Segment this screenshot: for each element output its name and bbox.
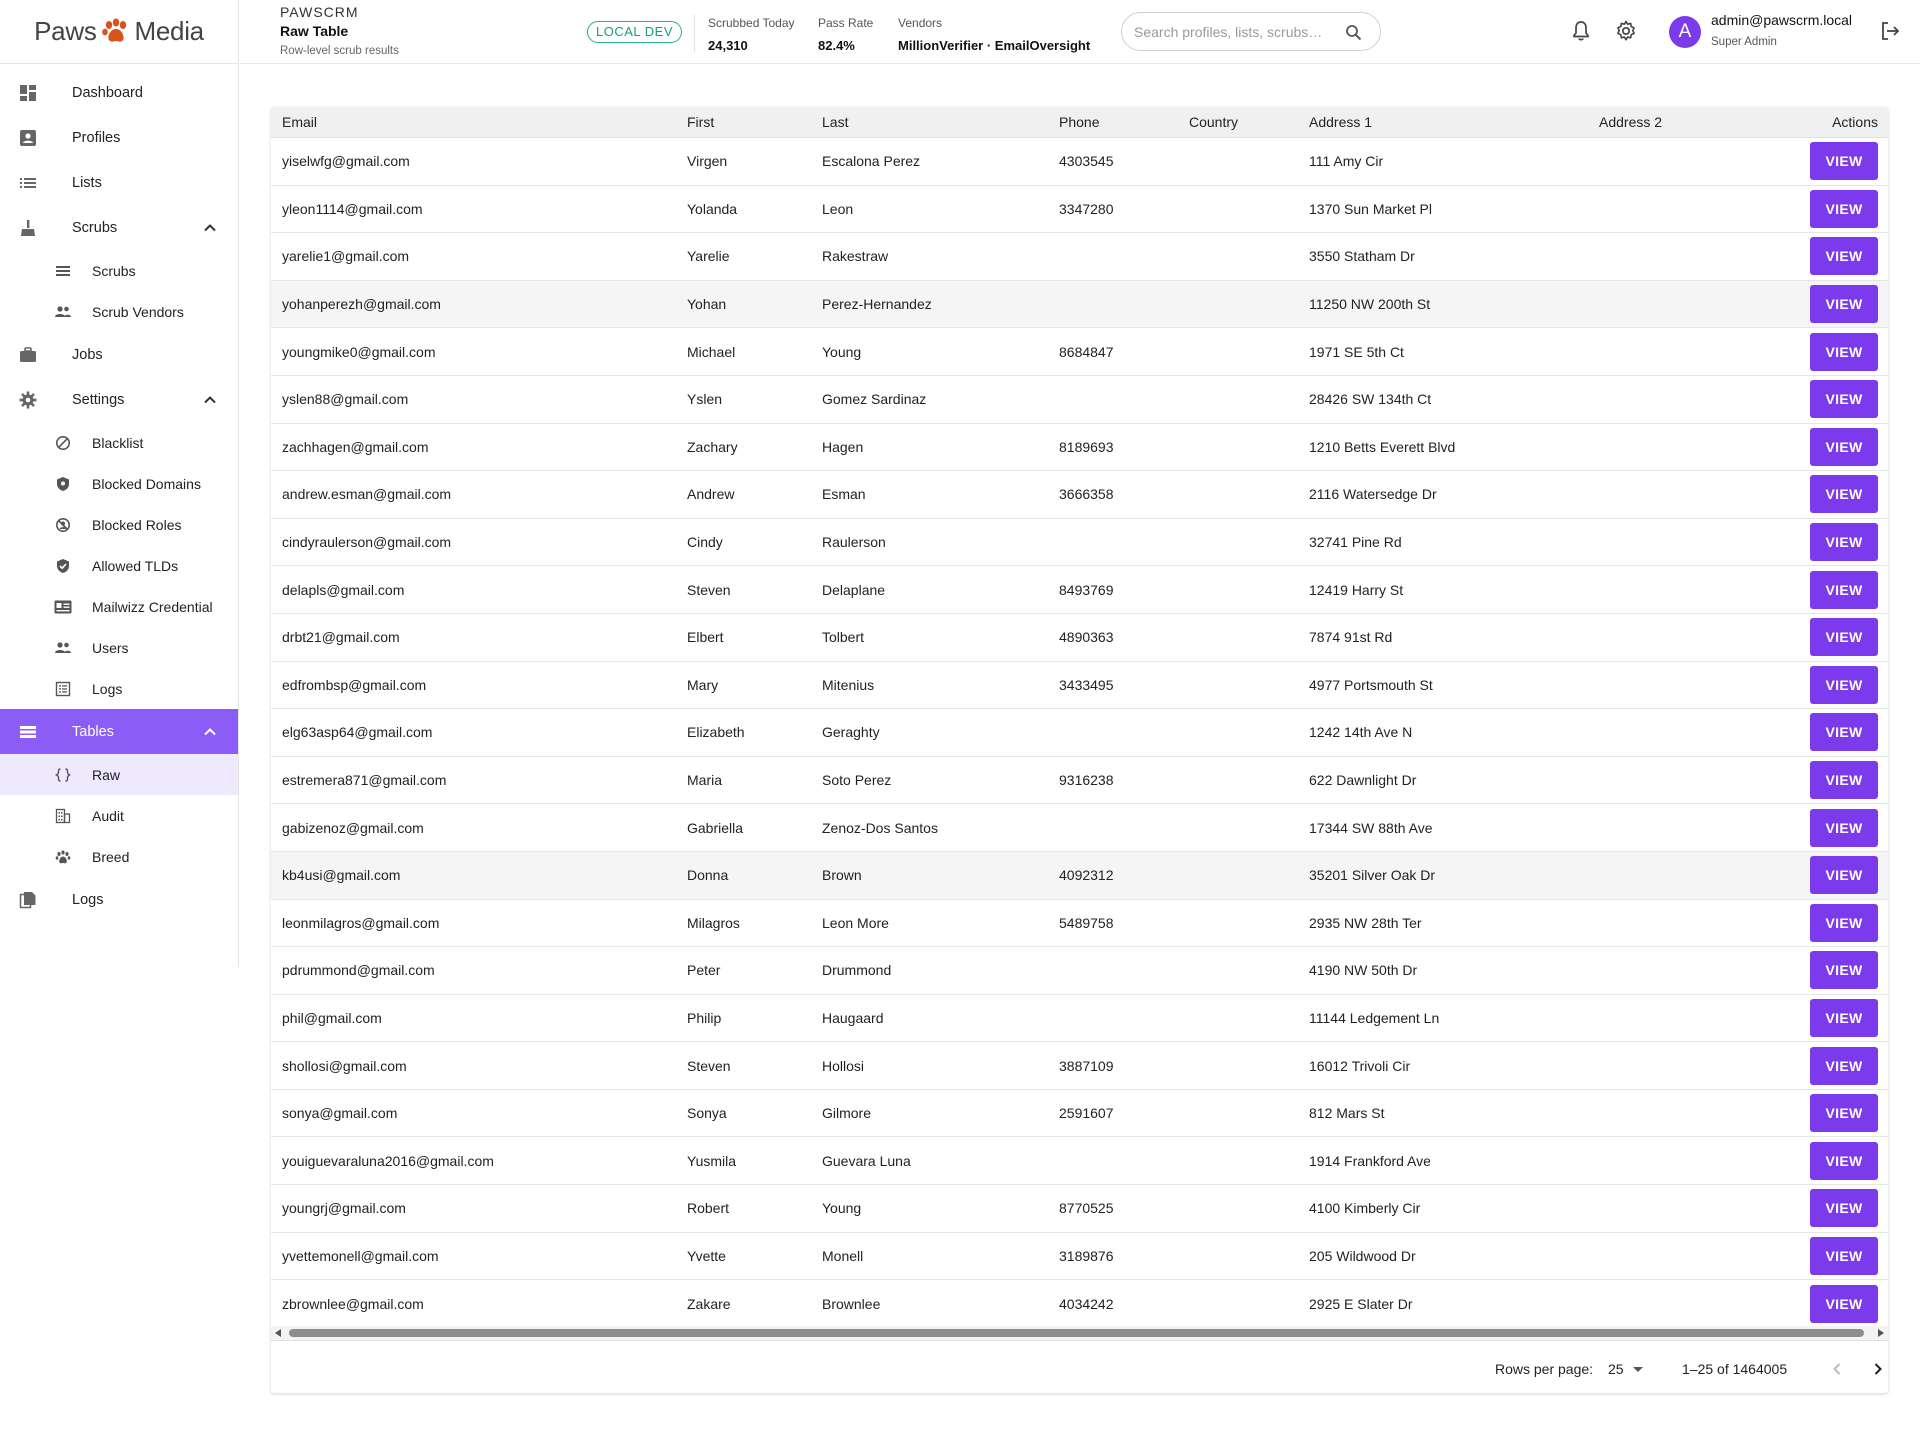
sidebar-item-label: Blacklist	[92, 434, 144, 451]
view-button[interactable]: VIEW	[1810, 571, 1878, 609]
cell-last: Escalona Perez	[822, 153, 921, 170]
cell-first: Yarelie	[687, 248, 730, 265]
cell-email: sonya@gmail.com	[282, 1105, 398, 1122]
sidebar-item-label: Allowed TLDs	[92, 557, 179, 574]
cell-phone: 4303545	[1059, 153, 1114, 170]
search-input[interactable]	[1134, 21, 1334, 43]
cell-first: Sonya	[687, 1105, 727, 1122]
sidebar-subitem-raw[interactable]	[0, 754, 238, 795]
cell-phone: 2591607	[1059, 1105, 1114, 1122]
gear-icon	[18, 390, 38, 410]
table-row[interactable]	[271, 1090, 1888, 1138]
cell-first: Mary	[687, 676, 719, 693]
view-button[interactable]: VIEW	[1810, 809, 1878, 847]
cell-last: Leon	[822, 200, 854, 217]
sidebar-subitem-blocked-domains[interactable]	[0, 463, 238, 504]
cell-email: pdrummond@gmail.com	[282, 962, 435, 979]
cell-address-1: 28426 SW 134th Ct	[1309, 391, 1432, 408]
cell-last: Brownlee	[822, 1295, 881, 1312]
view-button[interactable]: VIEW	[1810, 1189, 1878, 1227]
cell-last: Delaplane	[822, 581, 886, 598]
cell-address-1: 1914 Frankford Ave	[1309, 1152, 1431, 1169]
sidebar-subitem-allowed-tlds[interactable]	[0, 545, 238, 586]
table-row[interactable]	[271, 947, 1888, 995]
cell-phone: 8684847	[1059, 343, 1114, 360]
view-button[interactable]: VIEW	[1810, 999, 1878, 1037]
cell-email: youiguevaraluna2016@gmail.com	[282, 1152, 494, 1169]
cell-address-1: 1210 Betts Everett Blvd	[1309, 438, 1456, 455]
table-row[interactable]	[271, 1185, 1888, 1233]
people-icon	[54, 303, 72, 321]
cell-phone: 8493769	[1059, 581, 1114, 598]
cell-last: Monell	[822, 1247, 864, 1264]
stat-pass-rate	[818, 16, 873, 53]
cell-address-1: 205 Wildwood Dr	[1309, 1247, 1416, 1264]
column-header-email[interactable]: Email	[282, 114, 318, 130]
column-header-last[interactable]: Last	[822, 114, 849, 130]
table-header-row	[271, 107, 1888, 138]
cell-last: Hagen	[822, 438, 864, 455]
sidebar-item-label: Scrubs	[92, 262, 136, 279]
view-button[interactable]: VIEW	[1810, 1094, 1878, 1132]
cell-email: yohanperezh@gmail.com	[282, 296, 441, 313]
cell-first: Yolanda	[687, 200, 738, 217]
view-button[interactable]: VIEW	[1810, 1285, 1878, 1323]
user-email: admin@pawscrm.local	[1711, 12, 1853, 28]
bell-icon[interactable]	[1569, 19, 1593, 43]
blocked-person-icon	[54, 516, 72, 534]
cell-first: Philip	[687, 1009, 722, 1026]
cell-email: leonmilagros@gmail.com	[282, 914, 440, 931]
view-button[interactable]: VIEW	[1810, 761, 1878, 799]
sidebar-item-tables[interactable]	[0, 709, 238, 754]
page-title: Raw Table	[280, 23, 349, 39]
shield-check-icon	[54, 557, 72, 575]
cell-first: Andrew	[687, 486, 735, 503]
cell-last: Geraghty	[822, 724, 880, 741]
table-row[interactable]	[271, 662, 1888, 710]
cell-first: Peter	[687, 962, 721, 979]
search-box[interactable]	[1121, 12, 1381, 51]
cell-last: Guevara Luna	[822, 1152, 911, 1169]
table-body	[271, 138, 1888, 1328]
sidebar-subitem-blacklist[interactable]	[0, 422, 238, 463]
cell-email: youngrj@gmail.com	[282, 1200, 406, 1217]
table-row[interactable]	[271, 804, 1888, 852]
view-button[interactable]: VIEW	[1810, 951, 1878, 989]
view-button[interactable]: VIEW	[1810, 380, 1878, 418]
raw-data-table	[271, 107, 1888, 1393]
table-row[interactable]	[271, 709, 1888, 757]
sidebar-item-label: Profiles	[72, 129, 121, 146]
sidebar-item-label: Dashboard	[72, 84, 143, 101]
cell-address-1: 11144 Ledgement Ln	[1309, 1009, 1440, 1026]
chevron-left-icon[interactable]	[1824, 1356, 1850, 1382]
sidebar-item-label: Breed	[92, 848, 130, 865]
cell-last: Mitenius	[822, 676, 875, 693]
cell-address-1: 35201 Silver Oak Dr	[1309, 867, 1436, 884]
cell-first: Donna	[687, 867, 729, 884]
cell-last: Hollosi	[822, 1057, 865, 1074]
cell-email: yarelie1@gmail.com	[282, 248, 410, 265]
view-button[interactable]: VIEW	[1810, 190, 1878, 228]
sidebar-item-logs[interactable]	[0, 877, 238, 922]
cell-email: edfrombsp@gmail.com	[282, 676, 427, 693]
braces-icon	[54, 766, 72, 784]
table-row[interactable]	[271, 1233, 1888, 1281]
briefcase-icon	[18, 345, 38, 365]
lines-icon	[54, 262, 72, 280]
stat-vendors	[898, 16, 1090, 53]
chevron-right-icon[interactable]	[1865, 1356, 1888, 1382]
cell-address-1: 4190 NW 50th Dr	[1309, 962, 1418, 979]
cell-first: Zakare	[687, 1295, 731, 1312]
sidebar-item-settings[interactable]	[0, 377, 238, 422]
log-icon	[54, 680, 72, 698]
cell-first: Robert	[687, 1200, 730, 1217]
sidebar-item-label: Settings	[72, 391, 125, 408]
cell-email: yleon1114@gmail.com	[282, 200, 423, 217]
cell-email: kb4usi@gmail.com	[282, 867, 401, 884]
scroll-left-arrow-icon[interactable]	[275, 1329, 281, 1337]
column-header-first[interactable]: First	[687, 114, 715, 130]
sidebar-item-label: Logs	[92, 680, 123, 697]
view-button[interactable]: VIEW	[1810, 904, 1878, 942]
table-row[interactable]	[271, 281, 1888, 329]
dashboard-icon	[18, 83, 38, 103]
view-button[interactable]: VIEW	[1810, 618, 1878, 656]
cell-last: Tolbert	[822, 629, 865, 646]
divider	[694, 14, 695, 52]
stat-label: Pass Rate	[818, 16, 874, 30]
view-button[interactable]: VIEW	[1810, 523, 1878, 561]
table-row[interactable]	[271, 900, 1888, 948]
cell-phone: 4034242	[1059, 1295, 1114, 1312]
view-button[interactable]: VIEW	[1810, 333, 1878, 371]
logout-icon[interactable]	[1878, 19, 1902, 43]
cell-address-1: 2116 Watersedge Dr	[1309, 486, 1437, 503]
cell-last: Young	[822, 1200, 862, 1217]
cell-phone: 3887109	[1059, 1057, 1114, 1074]
cell-address-1: 12419 Harry St	[1309, 581, 1404, 598]
cell-address-1: 16012 Trivoli Cir	[1309, 1057, 1411, 1074]
cell-address-1: 1370 Sun Market Pl	[1309, 200, 1432, 217]
cell-phone: 8770525	[1059, 1200, 1114, 1217]
stat-value: 82.4%	[818, 38, 855, 53]
table-row[interactable]	[271, 471, 1888, 519]
cell-last: Drummond	[822, 962, 892, 979]
cell-last: Gilmore	[822, 1105, 872, 1122]
avatar[interactable]: A	[1669, 16, 1701, 48]
cell-first: Zachary	[687, 438, 738, 455]
chevron-up-icon[interactable]	[202, 724, 218, 740]
sidebar	[0, 0, 239, 967]
column-header-country[interactable]: Country	[1189, 114, 1239, 130]
cell-first: Gabriella	[687, 819, 744, 836]
cell-address-1: 11250 NW 200th St	[1309, 296, 1431, 313]
column-header-address-2[interactable]: Address 2	[1599, 114, 1663, 130]
sidebar-item-scrubs[interactable]	[0, 205, 238, 250]
id-card-icon	[54, 598, 72, 616]
paw-icon	[54, 848, 72, 866]
cell-last: Rakestraw	[822, 248, 889, 265]
top-header	[240, 0, 1920, 64]
view-button[interactable]: VIEW	[1810, 237, 1878, 275]
table-row[interactable]	[271, 1137, 1888, 1185]
page-subtitle: Row-level scrub results	[280, 45, 399, 57]
cell-first: Cindy	[687, 534, 723, 551]
table-row[interactable]	[271, 233, 1888, 281]
view-button[interactable]: VIEW	[1810, 142, 1878, 180]
cell-email: yslen88@gmail.com	[282, 391, 409, 408]
cell-address-1: 2935 NW 28th Ter	[1309, 914, 1422, 931]
list-icon	[18, 173, 38, 193]
cell-email: cindyraulerson@gmail.com	[282, 534, 452, 551]
stat-scrubbed-today	[708, 16, 795, 53]
horizontal-scrollbar[interactable]	[271, 1326, 1888, 1340]
cell-last: Haugaard	[822, 1009, 884, 1026]
sidebar-subitem-users[interactable]	[0, 627, 238, 668]
scrollbar-thumb[interactable]	[289, 1329, 1864, 1337]
sidebar-item-label: Mailwizz Credential	[92, 598, 213, 615]
cell-address-1: 4100 Kimberly Cir	[1309, 1200, 1421, 1217]
cell-address-1: 4977 Portsmouth St	[1309, 676, 1433, 693]
cell-last: Esman	[822, 486, 866, 503]
env-badge: LOCAL DEV	[587, 21, 682, 43]
cell-last: Brown	[822, 867, 862, 884]
cell-email: youngmike0@gmail.com	[282, 343, 436, 360]
table-row[interactable]	[271, 757, 1888, 805]
paw-logo-icon	[100, 16, 132, 48]
cell-phone: 3347280	[1059, 200, 1114, 217]
cell-email: elg63asp64@gmail.com	[282, 724, 433, 741]
broom-icon	[18, 218, 38, 238]
view-button[interactable]: VIEW	[1810, 475, 1878, 513]
sidebar-item-label: Audit	[92, 807, 124, 824]
sidebar-subitem-mailwizz-credential[interactable]	[0, 586, 238, 627]
cell-first: Milagros	[687, 914, 740, 931]
view-button[interactable]: VIEW	[1810, 428, 1878, 466]
table-row[interactable]	[271, 614, 1888, 662]
shield-icon	[54, 475, 72, 493]
brand-name: PAWSCRM	[280, 4, 359, 20]
cell-first: Yusmila	[687, 1152, 737, 1169]
sidebar-item-label: Lists	[72, 174, 102, 191]
cell-last: Gomez Sardinaz	[822, 391, 927, 408]
table-row[interactable]	[271, 376, 1888, 424]
sidebar-item-label: Logs	[72, 891, 104, 908]
view-button[interactable]: VIEW	[1810, 1047, 1878, 1085]
table-row[interactable]	[271, 995, 1888, 1043]
cell-first: Michael	[687, 343, 736, 360]
stat-label: Scrubbed Today	[708, 16, 795, 30]
cell-email: yvettemonell@gmail.com	[282, 1247, 439, 1264]
files-icon	[18, 890, 38, 910]
view-button[interactable]: VIEW	[1810, 856, 1878, 894]
cell-phone: 9316238	[1059, 772, 1114, 789]
cell-address-1: 812 Mars St	[1309, 1105, 1385, 1122]
cell-first: Steven	[687, 1057, 731, 1074]
sidebar-item-profiles[interactable]	[0, 115, 238, 160]
logo-text-right: Media	[134, 16, 204, 46]
cell-email: zbrownlee@gmail.com	[282, 1295, 424, 1312]
table-icon	[18, 722, 38, 742]
cell-email: estremera871@gmail.com	[282, 772, 447, 789]
cell-phone: 4890363	[1059, 629, 1114, 646]
sidebar-item-label: Blocked Domains	[92, 475, 201, 492]
cell-phone: 3666358	[1059, 486, 1114, 503]
cell-first: Yvette	[687, 1247, 726, 1264]
scroll-right-arrow-icon[interactable]	[1878, 1329, 1884, 1337]
stat-label: Vendors	[898, 16, 943, 30]
pagination	[271, 1340, 1888, 1393]
sidebar-subitem-scrubs[interactable]	[0, 250, 238, 291]
cell-email: delapls@gmail.com	[282, 581, 405, 598]
column-header-phone[interactable]: Phone	[1059, 114, 1100, 130]
profile-icon	[18, 128, 38, 148]
cell-email: shollosi@gmail.com	[282, 1057, 407, 1074]
search-icon[interactable]	[1345, 24, 1362, 41]
cell-email: gabizenoz@gmail.com	[282, 819, 424, 836]
cell-phone: 5489758	[1059, 914, 1114, 931]
cell-address-1: 7874 91st Rd	[1309, 629, 1393, 646]
table-row[interactable]	[271, 424, 1888, 472]
cell-phone: 8189693	[1059, 438, 1114, 455]
table-row[interactable]	[271, 566, 1888, 614]
logo-text-left: Paws	[34, 16, 97, 46]
view-button[interactable]: VIEW	[1810, 1142, 1878, 1180]
sidebar-nav	[0, 64, 238, 922]
cell-last: Young	[822, 343, 862, 360]
cell-email: yiselwfg@gmail.com	[282, 153, 410, 170]
view-button[interactable]: VIEW	[1810, 713, 1878, 751]
cell-last: Soto Perez	[822, 772, 892, 789]
chevron-up-icon[interactable]	[202, 220, 218, 236]
sidebar-item-label: Users	[92, 639, 129, 656]
cell-address-1: 3550 Statham Dr	[1309, 248, 1415, 265]
view-button[interactable]: VIEW	[1810, 666, 1878, 704]
cell-first: Elizabeth	[687, 724, 745, 741]
settings-gear-icon[interactable]	[1614, 19, 1638, 43]
sidebar-item-label: Tables	[72, 723, 114, 740]
sidebar-item-label: Scrubs	[72, 219, 118, 236]
cell-first: Virgen	[687, 153, 728, 170]
table-row[interactable]	[271, 519, 1888, 567]
cell-address-1: 622 Dawnlight Dr	[1309, 772, 1417, 789]
cell-address-1: 17344 SW 88th Ave	[1309, 819, 1433, 836]
sidebar-item-label: Jobs	[72, 346, 103, 363]
cell-email: phil@gmail.com	[282, 1009, 382, 1026]
stat-value: 24,310	[708, 38, 748, 53]
sidebar-item-jobs[interactable]	[0, 332, 238, 377]
cell-address-1: 1242 14th Ave N	[1309, 724, 1413, 741]
sidebar-item-label: Blocked Roles	[92, 516, 182, 533]
column-header-actions: Actions	[1832, 114, 1878, 130]
view-button[interactable]: VIEW	[1810, 285, 1878, 323]
cell-email: drbt21@gmail.com	[282, 629, 400, 646]
sidebar-subitem-audit[interactable]	[0, 795, 238, 836]
sidebar-item-label: Raw	[92, 766, 121, 783]
rows-per-page-label: Rows per page:	[1495, 1361, 1594, 1377]
cell-first: Steven	[687, 581, 731, 598]
cell-address-1: 1971 SE 5th Ct	[1309, 343, 1404, 360]
cell-last: Zenoz-Dos Santos	[822, 819, 938, 836]
cell-first: Maria	[687, 772, 723, 789]
sidebar-item-lists[interactable]	[0, 160, 238, 205]
block-icon	[54, 434, 72, 452]
cell-address-1: 2925 E Slater Dr	[1309, 1295, 1413, 1312]
sidebar-subitem-logs[interactable]	[0, 668, 238, 709]
sidebar-item-label: Scrub Vendors	[92, 303, 184, 320]
cell-address-1: 32741 Pine Rd	[1309, 534, 1402, 551]
sidebar-item-dashboard[interactable]	[0, 70, 238, 115]
table-row[interactable]	[271, 186, 1888, 234]
cell-address-1: 111 Amy Cir	[1309, 153, 1384, 170]
caret-down-icon[interactable]	[1633, 1367, 1643, 1372]
user-role: Super Admin	[1711, 36, 1777, 48]
view-button[interactable]: VIEW	[1810, 1237, 1878, 1275]
building-icon	[54, 807, 72, 825]
cell-phone: 3189876	[1059, 1247, 1114, 1264]
cell-last: Raulerson	[822, 534, 886, 551]
cell-last: Perez-Hernandez	[822, 296, 932, 313]
column-header-address-1[interactable]: Address 1	[1309, 114, 1373, 130]
cell-first: Elbert	[687, 629, 724, 646]
people-icon	[54, 639, 72, 657]
stat-value: MillionVerifier · EmailOversight	[898, 38, 1091, 53]
table-row[interactable]	[271, 852, 1888, 900]
app-logo[interactable]	[0, 0, 238, 64]
pagination-range: 1–25 of 1464005	[1682, 1361, 1788, 1377]
table-row[interactable]	[271, 1280, 1888, 1328]
cell-first: Yohan	[687, 296, 727, 313]
sidebar-subitem-scrub-vendors[interactable]	[0, 291, 238, 332]
chevron-up-icon[interactable]	[202, 392, 218, 408]
cell-email: zachhagen@gmail.com	[282, 438, 429, 455]
brand-block	[280, 4, 399, 57]
sidebar-subitem-blocked-roles[interactable]	[0, 504, 238, 545]
cell-last: Leon More	[822, 914, 889, 931]
table-row[interactable]	[271, 1042, 1888, 1090]
table-row[interactable]	[271, 328, 1888, 376]
sidebar-subitem-breed[interactable]	[0, 836, 238, 877]
cell-email: andrew.esman@gmail.com	[282, 486, 452, 503]
rows-per-page-select[interactable]: 25	[1608, 1361, 1624, 1377]
cell-phone: 3433495	[1059, 676, 1114, 693]
cell-phone: 4092312	[1059, 867, 1114, 884]
table-row[interactable]	[271, 138, 1888, 186]
cell-first: Yslen	[687, 391, 723, 408]
